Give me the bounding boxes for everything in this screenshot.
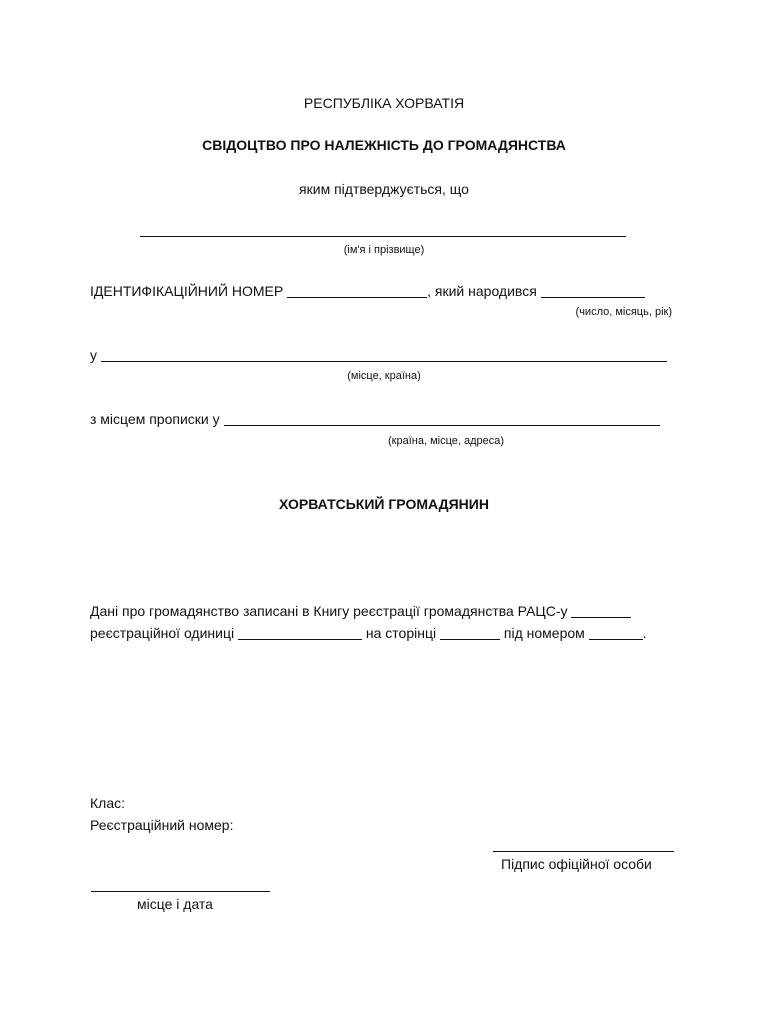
name-caption: (ім'я і прізвище) — [343, 244, 425, 256]
name-blank-line — [140, 236, 626, 237]
registry-end-period: . — [642, 625, 647, 641]
birthplace-row — [90, 346, 667, 364]
birth-date-caption: (число, місяць, рік) — [575, 306, 672, 318]
born-label: , який народився — [427, 283, 537, 299]
signature-line — [493, 851, 674, 852]
registry-unit-blank — [238, 625, 362, 640]
intro-text: яким підтверджується, що — [299, 181, 469, 197]
registry-text: Дані про громадянство записані в Книгу реєстрації громадянства РАЦС-у — [90, 603, 568, 619]
place-date-caption: місце і дата — [137, 896, 213, 912]
residence-blank — [224, 411, 660, 426]
class-label: Клас: — [90, 795, 125, 811]
registry-page-blank — [440, 625, 500, 640]
registry-number-label: під номером — [503, 625, 585, 641]
citizen-status: ХОРВАТСЬКИЙ ГРОМАДЯНИН — [279, 496, 489, 512]
id-number-blank — [287, 283, 427, 298]
birthplace-caption: (місце, країна) — [347, 370, 421, 382]
place-date-line — [91, 891, 270, 892]
birth-date-blank — [541, 283, 645, 298]
id-number-label: ІДЕНТИФІКАЦІЙНИЙ НОМЕР — [90, 283, 284, 299]
residence-label: з місцем прописки у — [90, 411, 220, 427]
registry-number-blank — [589, 625, 643, 640]
registry-office-blank — [571, 603, 631, 618]
residence-row — [90, 410, 660, 428]
residence-caption: (країна, місце, адреса) — [388, 435, 505, 447]
registration-number-label: Реєстраційний номер: — [90, 817, 234, 833]
id-number-row — [90, 282, 645, 300]
signature-caption: Підпис офіційної особи — [501, 856, 652, 872]
registry-line-2 — [90, 624, 647, 642]
registry-line-1 — [90, 602, 631, 620]
country-heading: РЕСПУБЛІКА ХОРВАТІЯ — [303, 95, 465, 111]
certificate-title: СВІДОЦТВО ПРО НАЛЕЖНІСТЬ ДО ГРОМАДЯНСТВА — [202, 137, 566, 153]
birthplace-blank — [101, 347, 667, 362]
registry-page-label: на сторінці — [365, 625, 437, 641]
birthplace-prefix: у — [90, 347, 97, 363]
registry-unit-label: реєстраційної одиниці — [90, 625, 235, 641]
